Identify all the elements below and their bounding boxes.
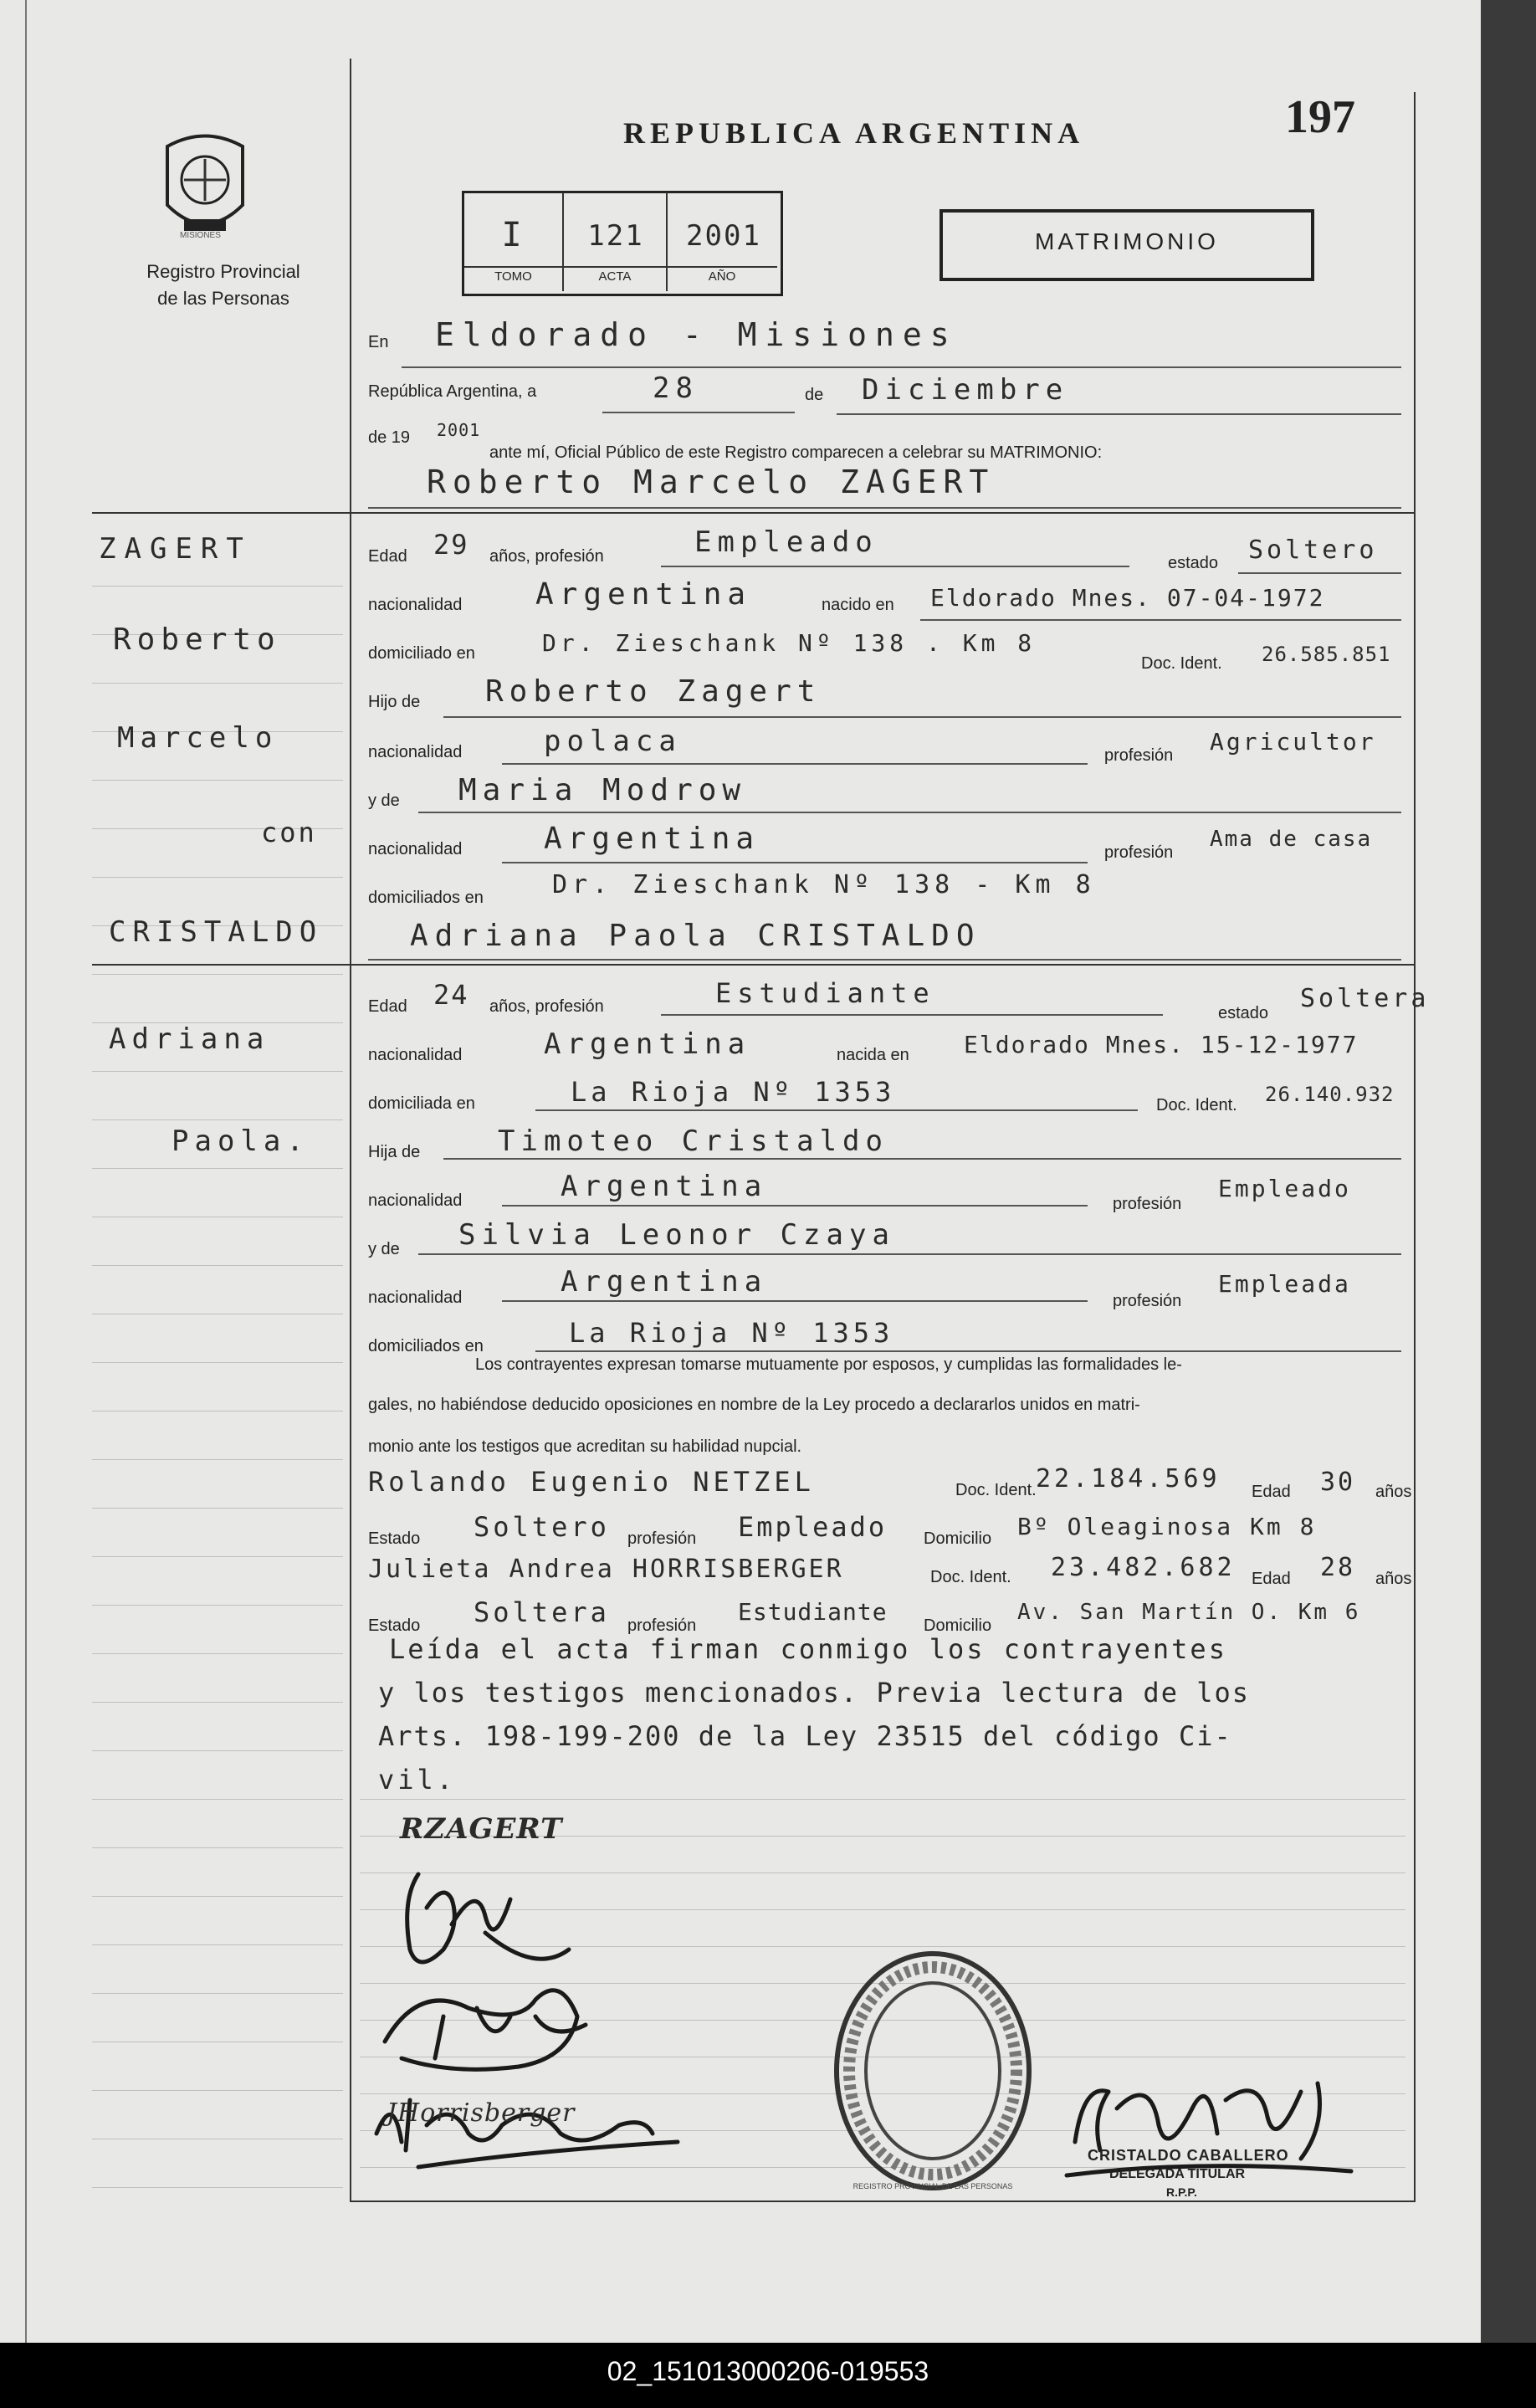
groom-signature-text: RZAGERT (400, 1812, 563, 1846)
closing-line-4: vil. (378, 1764, 457, 1796)
groom-mother-nat-underline (502, 862, 1088, 863)
margin-rule-line (92, 1119, 343, 1120)
margin-rule-line (92, 1508, 343, 1509)
seal-label: MISIONES (180, 231, 221, 240)
margin-rule-line (92, 780, 343, 781)
witness2-status: Soltera (474, 1596, 610, 1628)
marriage-place: Eldorado - Misiones (435, 316, 958, 353)
witness2-profesion-label: profesión (627, 1616, 697, 1635)
margin-rule-line (92, 1750, 343, 1751)
bride-estado-label: estado (1218, 1004, 1269, 1022)
groom-address: Dr. Zieschank Nº 138 . Km 8 (542, 629, 1037, 657)
bride-age: 24 (433, 979, 469, 1011)
bride-section-top-line (92, 964, 1414, 966)
witness1-estado-label: Estado (368, 1529, 421, 1548)
bride-status: Soltera (1300, 984, 1430, 1013)
witness1-anos-label: años (1375, 1483, 1412, 1501)
scan-footer (0, 2343, 1536, 2408)
groom-status-underline (1238, 572, 1401, 574)
margin-rule-line (92, 1071, 343, 1072)
republica-label: República Argentina, a (368, 382, 537, 401)
country-title: REPUBLICA ARGENTINA (623, 116, 1085, 150)
acta-label: ACTA (598, 269, 632, 284)
bride-domiciliada-label: domiciliada en (368, 1094, 475, 1113)
bride-hija-label: Hija de (368, 1143, 421, 1161)
margin-rule-line (92, 586, 343, 587)
groom-birth: Eldorado Mnes. 07-04-1972 (930, 584, 1325, 612)
groom-doc-label: Doc. Ident. (1141, 654, 1222, 673)
ano-label: AÑO (708, 269, 736, 284)
groom-estado-label: estado (1168, 554, 1219, 572)
official-name: CRISTALDO CABALLERO (1088, 2147, 1289, 2164)
groom-name-underline (368, 507, 1401, 509)
groom-hijo-label: Hijo de (368, 693, 421, 711)
witness2-age: 28 (1320, 1553, 1356, 1582)
margin-middle-name-bride: Paola. (172, 1125, 310, 1158)
groom-mother-nat-label: nacionalidad (368, 840, 463, 858)
groom-profession: Empleado (694, 525, 878, 559)
groom-mother-y-de-label: y de (368, 792, 400, 810)
bride-mother-nat-label: nacionalidad (368, 1289, 463, 1307)
bride-full-name: Adriana Paola CRISTALDO (410, 919, 981, 953)
place-underline (402, 366, 1401, 368)
witness1-name: Rolando Eugenio NETZEL (368, 1466, 815, 1498)
groom-parents-address: Dr. Zieschank Nº 138 - Km 8 (552, 870, 1096, 899)
margin-rule-line (92, 1944, 343, 1945)
witness1-domicilio-label: Domicilio (924, 1529, 992, 1548)
bride-profession-underline (661, 1014, 1163, 1016)
bride-father: Timoteo Cristaldo (498, 1125, 888, 1158)
margin-rule-line (92, 2187, 343, 2188)
bride-mother-y-de-label: y de (368, 1240, 400, 1258)
margin-rule-line (92, 877, 343, 878)
groom-nationality: Argentina (535, 577, 752, 612)
witness1-doc-label: Doc. Ident. (955, 1481, 1037, 1499)
groom-father-prof-label: profesión (1104, 746, 1174, 765)
witness1-doc-number: 22.184.569 (1036, 1464, 1221, 1493)
declaration-line-1: Los contrayentes expresan tomarse mutuamente por esposos, y cumplidas las formalidades le- (475, 1355, 1182, 1374)
groom-section-top-line (92, 512, 1414, 514)
scan-file-id: 02_151013000206-019553 (607, 2356, 929, 2386)
bride-parents-address-underline (535, 1350, 1401, 1352)
margin-rule-line (92, 1896, 343, 1897)
bride-nationality: Argentina (544, 1027, 751, 1061)
witness2-domicilio-label: Domicilio (924, 1616, 992, 1635)
official-org: R.P.P. (1166, 2185, 1197, 2199)
bride-mother-underline (418, 1253, 1401, 1255)
groom-father-profession: Agricultor (1210, 728, 1376, 756)
groom-father-nat-underline (502, 763, 1088, 765)
groom-mother-prof-label: profesión (1104, 843, 1174, 862)
margin-first-name-groom: Roberto (113, 622, 281, 657)
reference-label-line (464, 266, 777, 268)
registry-name-line2: de las Personas (157, 288, 289, 309)
groom-nacido-label: nacido en (822, 596, 894, 614)
official-stamp-icon (824, 1941, 1042, 2201)
margin-connector: con (261, 817, 317, 848)
groom-birth-underline (920, 619, 1401, 621)
groom-status: Soltero (1248, 535, 1378, 565)
witness2-profession: Estudiante (738, 1598, 888, 1626)
bride-father-nationality: Argentina (561, 1170, 768, 1203)
groom-mother: Maria Modrow (458, 773, 747, 807)
groom-father-underline (443, 716, 1401, 718)
witness2-anos-label: años (1375, 1570, 1412, 1588)
groom-doc-number: 26.585.851 (1262, 643, 1391, 666)
bride-birth: Eldorado Mnes. 15-12-1977 (964, 1031, 1359, 1058)
bride-mother-profession: Empleada (1218, 1270, 1351, 1298)
de-year-label: de 19 (368, 428, 411, 447)
groom-age: 29 (433, 529, 469, 561)
registry-name-line1: Registro Provincial (146, 261, 300, 282)
witness2-doc-number: 23.482.682 (1051, 1553, 1236, 1582)
tomo-label: TOMO (494, 269, 532, 284)
bride-nacida-label: nacida en (837, 1046, 909, 1064)
bride-address: La Rioja Nº 1353 (571, 1076, 896, 1108)
witness2-edad-label: Edad (1252, 1570, 1291, 1588)
groom-parents-dom-label: domiciliados en (368, 889, 484, 907)
official-stamp-text: REGISTRO PROVINCIAL DE LAS PERSONAS (852, 2182, 1013, 2190)
groom-mother-profession: Ama de casa (1210, 827, 1373, 852)
bride-name-underline (368, 959, 1401, 961)
groom-father-nationality: polaca (544, 725, 682, 758)
bride-father-nat-underline (502, 1205, 1088, 1207)
witness2-estado-label: Estado (368, 1616, 421, 1635)
marriage-year: 2001 (437, 420, 481, 440)
bride-father-prof-label: profesión (1113, 1195, 1182, 1213)
bride-mother: Silvia Leonor Czaya (458, 1218, 895, 1252)
closing-line-1: Leída el acta firman conmigo los contrayentes (389, 1633, 1227, 1665)
witness1-edad-label: Edad (1252, 1483, 1291, 1501)
groom-nacionalidad-label: nacionalidad (368, 596, 463, 614)
bride-father-underline (443, 1158, 1401, 1160)
groom-edad-label: Edad (368, 547, 407, 566)
closing-line-3: Arts. 198-199-200 de la Ley 23515 del código Ci- (378, 1720, 1232, 1752)
binding-edge-line (25, 0, 27, 2343)
margin-rule-line (92, 683, 343, 684)
margin-first-name-bride: Adriana (109, 1022, 270, 1056)
book-edge (1481, 0, 1536, 2343)
marriage-day: 28 (653, 371, 699, 405)
declaration-line-3: monio ante los testigos que acreditan su habilidad nupcial. (368, 1437, 802, 1456)
margin-rule-line (92, 1459, 343, 1460)
marriage-month: Diciembre (862, 373, 1069, 407)
groom-full-name: Roberto Marcelo ZAGERT (427, 464, 996, 500)
bride-parents-dom-label: domiciliados en (368, 1337, 484, 1355)
right-border-line (1414, 92, 1416, 2201)
page-number: 197 (1285, 91, 1355, 143)
declaration-line-2: gales, no habiéndose deducido oposiciones en nombre de la Ley procedo a declararlos unidos en matri- (368, 1396, 1140, 1414)
margin-surname-bride: CRISTALDO (109, 915, 324, 949)
margin-rule-line (92, 1653, 343, 1654)
bride-address-underline (535, 1109, 1138, 1111)
margin-rule-line (92, 1362, 343, 1363)
bride-mother-nat-underline (502, 1300, 1088, 1302)
bride-anos-label: años, profesión (489, 997, 604, 1016)
closing-line-2: y los testigos mencionados. Previa lectura de los (378, 1677, 1251, 1709)
ano-value: 2001 (686, 219, 761, 253)
bride-father-profession: Empleado (1218, 1175, 1351, 1202)
groom-mother-nationality: Argentina (544, 822, 760, 856)
margin-rule-line (92, 1556, 343, 1557)
bride-doc-label: Doc. Ident. (1156, 1096, 1237, 1114)
bride-nacionalidad-label: nacionalidad (368, 1046, 463, 1064)
margin-rule-line (92, 1265, 343, 1266)
page-bottom-line (350, 2201, 1416, 2202)
margin-column-line (350, 59, 351, 2201)
witness1-profesion-label: profesión (627, 1529, 697, 1548)
margin-rule-line (92, 1847, 343, 1848)
official-title: DELEGADA TITULAR (1109, 2167, 1246, 2181)
witness1-address: Bº Oleaginosa Km 8 (1017, 1513, 1317, 1540)
de-label: de (805, 386, 824, 404)
groom-father-nat-label: nacionalidad (368, 743, 463, 761)
witness1-status: Soltero (474, 1511, 610, 1543)
witness2-signature-text: JHorrisberger (387, 2098, 576, 2128)
bride-father-nat-label: nacionalidad (368, 1191, 463, 1210)
groom-mother-underline (418, 812, 1401, 813)
witness1-profession: Empleado (738, 1511, 888, 1543)
witness2-address: Av. San Martín O. Km 6 (1017, 1600, 1361, 1625)
margin-rule-line (92, 1168, 343, 1169)
margin-rule-line (92, 1799, 343, 1800)
doc-type-title: MATRIMONIO (1035, 228, 1219, 254)
margin-rule-line (92, 1605, 343, 1606)
tomo-value: I (501, 216, 528, 254)
groom-father: Roberto Zagert (485, 674, 822, 709)
margin-rule-line (92, 1993, 343, 1994)
bride-mother-prof-label: profesión (1113, 1292, 1182, 1310)
bride-mother-nationality: Argentina (561, 1265, 768, 1299)
bride-profession: Estudiante (715, 977, 935, 1009)
groom-domiciliado-label: domiciliado en (368, 644, 475, 663)
margin-surname-groom: ZAGERT (99, 532, 252, 566)
witness2-name: Julieta Andrea HORRISBERGER (368, 1555, 844, 1584)
witness2-doc-label: Doc. Ident. (930, 1568, 1011, 1586)
en-label: En (368, 333, 389, 351)
margin-rule-line (92, 1702, 343, 1703)
margin-middle-name-groom: Marcelo (117, 721, 279, 755)
bride-parents-address: La Rioja Nº 1353 (569, 1317, 894, 1349)
bride-edad-label: Edad (368, 997, 407, 1016)
day-underline (602, 412, 795, 413)
month-underline (837, 413, 1401, 415)
margin-rule-line (92, 2090, 343, 2091)
body-rule-line (360, 1799, 1405, 1800)
groom-profession-underline (661, 566, 1129, 567)
acta-value: 121 (587, 219, 644, 253)
signatures-drawing (368, 1849, 703, 2201)
witness1-age: 30 (1320, 1468, 1356, 1497)
margin-rule-line (92, 974, 343, 975)
bride-doc-number: 26.140.932 (1265, 1083, 1395, 1106)
groom-anos-label: años, profesión (489, 547, 604, 566)
intro-text: ante mí, Oficial Público de este Registro comparecen a celebrar su MATRIMONIO: (489, 443, 1103, 462)
